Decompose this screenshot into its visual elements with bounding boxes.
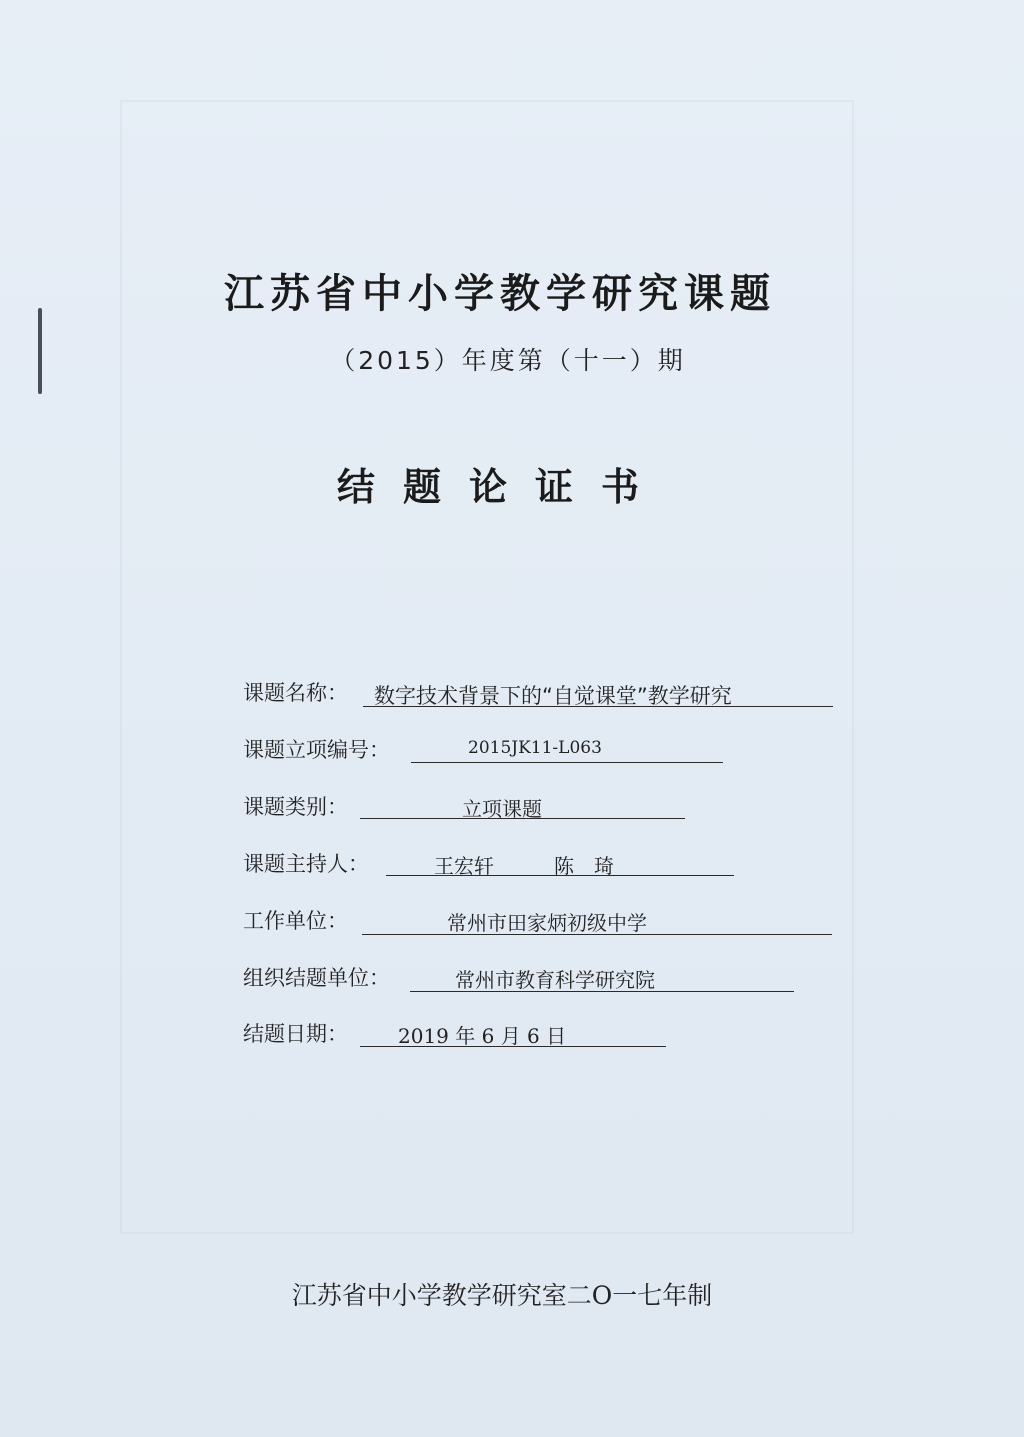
work-unit-label: 工作单位： [243, 909, 348, 933]
document-footer: 江苏省中小学教学研究室二O一七年制 [291, 1281, 713, 1310]
topic-name-value: 数字技术背景下的“自觉课堂”教学研究 [374, 684, 732, 708]
document-type-heading: 结题论证书 [336, 465, 667, 509]
host-label: 课题主持人： [243, 852, 369, 876]
work-unit-value: 常州市田家炳初级中学 [447, 911, 647, 935]
organizer-label: 组织结题单位： [243, 966, 390, 990]
project-number-value: 2015JK11-L063 [468, 738, 602, 758]
project-number-label: 课题立项编号： [243, 738, 390, 762]
date-label: 结题日期： [243, 1022, 348, 1046]
organizer-value: 常州市教育科学研究院 [455, 968, 655, 992]
category-value: 立项课题 [462, 797, 542, 821]
host-value: 王宏轩 陈 琦 [434, 854, 614, 878]
date-value: 2019 年 6 月 6 日 [398, 1024, 567, 1048]
topic-name-label: 课题名称： [243, 681, 348, 705]
document-title: 江苏省中小学教学研究课题 [224, 271, 776, 317]
project-number-underline [411, 761, 723, 763]
document-subtitle: （2015）年度第（十一）期 [330, 346, 686, 375]
category-label: 课题类别： [243, 795, 348, 819]
